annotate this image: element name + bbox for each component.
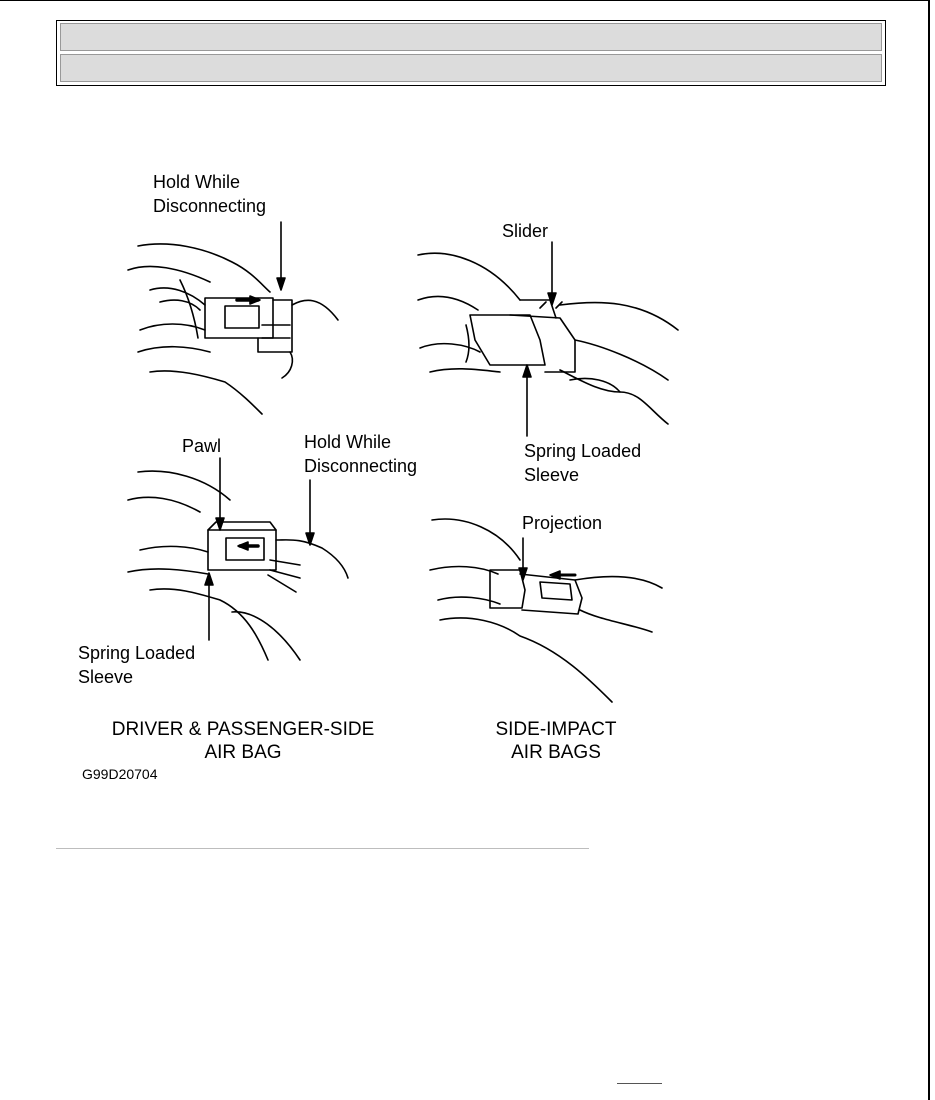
callout-sleeve-2: Sleeve [78,667,134,687]
callout-hold-while-1: Hold While [153,172,241,192]
slider-connector-drawing [418,253,678,424]
callout-hold-while-2: Hold While [304,432,392,452]
figure-code: G99D20704 [82,766,158,782]
callout-sleeve-1: Sleeve [524,465,580,485]
caption-side-line2: AIR BAGS [511,742,601,763]
callout-projection: Projection [522,513,603,533]
callout-spring-loaded-2: Spring Loaded [78,643,196,663]
callout-slider: Slider [502,221,549,241]
callout-spring-loaded-1: Spring Loaded [524,441,642,461]
driver-connector-drawing [128,244,338,414]
callout-disconnecting-2: Disconnecting [304,456,418,476]
section-divider [56,848,589,849]
pawl-connector-drawing [128,471,348,660]
caption-side-line1: SIDE-IMPACT [495,719,617,740]
caption-driver-line1: DRIVER & PASSENGER-SIDE [111,719,375,740]
footer-mark [617,1083,662,1084]
caption-driver-line2: AIR BAG [204,742,282,763]
projection-connector-drawing [430,519,662,702]
callout-disconnecting-1: Disconnecting [153,196,267,216]
callout-pawl: Pawl [182,436,222,456]
